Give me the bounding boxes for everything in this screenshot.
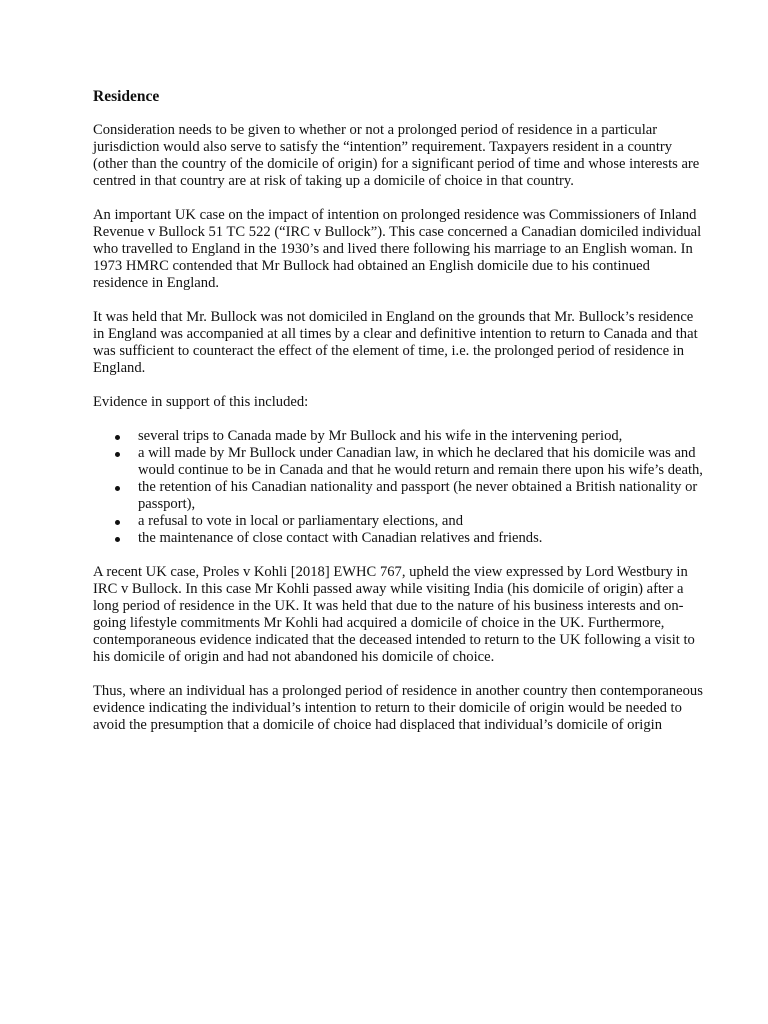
paragraph-evidence-intro: Evidence in support of this included: (93, 394, 309, 410)
list-item-text: the maintenance of close contact with Canadian relatives and friends. (138, 530, 543, 546)
paragraph-consideration: Consideration needs to be given to whether or not a prolonged period of residence in a particular jurisdiction would also serve to satisfy the “intention” requirement. Taxpayers resident in a country (other than the country of the domicile of origin) for a significant period of time and whose interests are centred in that country are at risk of taking up a domicile of choice in that country. (93, 122, 700, 189)
paragraph-conclusion: Thus, where an individual has a prolonged period of residence in another country then contemporaneous evidence indicating the individual’s intention to return to their domicile of origin would be needed to avoid the presumption that a domicile of choice had displaced that individual’s domicile of origin (93, 683, 703, 733)
list-item-text: several trips to Canada made by Mr Bullock and his wife in the intervening period, (138, 428, 623, 444)
evidence-list (93, 428, 703, 547)
list-item-text: a refusal to vote in local or parliamentary elections, and (138, 513, 463, 529)
list-item-text: the retention of his Canadian nationality and passport (he never obtained a British nationality or passport), (138, 479, 698, 512)
list-item (93, 513, 703, 530)
paragraph-held: It was held that Mr. Bullock was not domiciled in England on the grounds that Mr. Bullock’s residence in England was accompanied at all times by a clear and definitive intention to return to Canada and that was sufficient to counteract the effect of the element of time, i.e. the prolonged period of residence in England. (93, 309, 698, 376)
bullet-icon (115, 435, 120, 440)
section-heading: Residence (93, 88, 160, 105)
document-page (93, 88, 703, 751)
list-item (93, 445, 703, 479)
list-item (93, 479, 703, 513)
bullet-icon (115, 452, 120, 457)
bullet-icon (115, 520, 120, 525)
bullet-icon (115, 486, 120, 491)
list-item (93, 428, 703, 445)
list-item-text: a will made by Mr Bullock under Canadian law, in which he declared that his domicile was and would continue to be in Canada and that he would return and remain there upon his wife’s death, (138, 445, 703, 478)
bullet-icon (115, 537, 120, 542)
list-item (93, 530, 703, 547)
paragraph-proles-v-kohli: A recent UK case, Proles v Kohli [2018] EWHC 767, upheld the view expressed by Lord Westbury in IRC v Bullock. In this case Mr Kohli passed away while visiting India (his domicile of origin) after a long period of residence in the UK. It was held that due to the nature of his business interests and on-going lifestyle commitments Mr Kohli had acquired a domicile of choice in the UK. Furthermore, contemporaneous evidence indicated that the deceased intended to return to the UK following a visit to his domicile of origin and had not abandoned his domicile of choice. (93, 564, 695, 665)
paragraph-irc-v-bullock: An important UK case on the impact of intention on prolonged residence was Commissioners of Inland Revenue v Bullock 51 TC 522 (“IRC v Bullock”). This case concerned a Canadian domiciled individual who travelled to England in the 1930’s and lived there following his marriage to an English woman. In 1973 HMRC contended that Mr Bullock had obtained an English domicile due to his continued residence in England. (93, 207, 702, 291)
